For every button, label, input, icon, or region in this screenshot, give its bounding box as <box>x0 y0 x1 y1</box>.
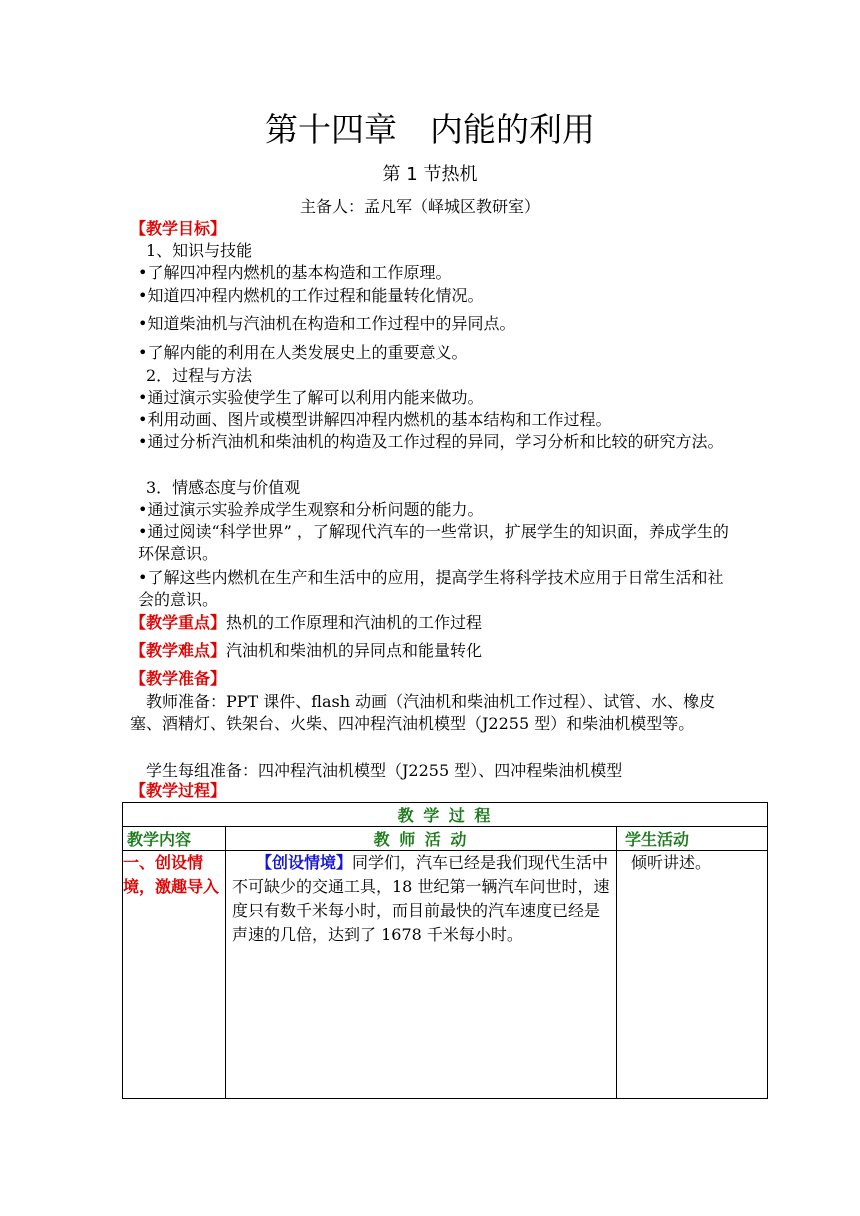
heading-process: 【教学过程】 <box>130 781 227 800</box>
goal-3-item: • 了解这些内燃机在生产和生活中的应用，提高学生将科学技术应用于日常生活和社会的意识。 <box>138 567 730 611</box>
heading-goals: 【教学目标】 <box>130 219 227 238</box>
heading-key-point: 【教学重点】 <box>130 613 227 632</box>
chapter-title: 第十四章 内能的利用 <box>265 110 595 149</box>
goal-2-item: • 利用动画、图片或模型讲解四冲程内燃机的基本结构和工作过程。 <box>138 409 738 431</box>
goal-3-title: 3．情感态度与价值观 <box>146 478 301 497</box>
process-table <box>122 802 768 1099</box>
table-row <box>123 851 768 1099</box>
goal-2-item: • 通过演示实验使学生了解可以利用内能来做功。 <box>138 387 738 409</box>
table-caption: 教 学 过 程 <box>123 803 768 827</box>
difficulty-line <box>130 640 730 662</box>
goal-2-item: • 通过分析汽油机和柴油机的构造及工作过程的异同，学习分析和比较的研究方法。 <box>138 431 730 453</box>
goal-1-item: • 了解内能的利用在人类发展史上的重要意义。 <box>138 342 738 364</box>
goal-1-title: 1、知识与技能 <box>146 241 253 260</box>
scenario-tag: 【创设情境】 <box>256 853 353 872</box>
key-point-line <box>130 612 730 634</box>
goal-3-item: • 通过演示实验养成学生观察和分析问题的能力。 <box>138 499 738 521</box>
row-teacher-cell <box>226 851 617 1099</box>
heading-preparation: 【教学准备】 <box>130 669 227 688</box>
col-header-teacher: 教 师 活 动 <box>226 827 617 851</box>
col-header-student: 学生活动 <box>617 827 768 851</box>
difficulty-text: 汽油机和柴油机的异同点和能量转化 <box>226 641 483 660</box>
goal-2-title: 2．过程与方法 <box>146 366 253 385</box>
student-preparation: 学生每组准备：四冲程汽油机模型（J2255 型）、四冲程柴油机模型 <box>146 761 623 780</box>
key-point-text: 热机的工作原理和汽油机的工作过程 <box>226 613 483 632</box>
goal-1-item: • 知道柴油机与汽油机在构造和工作过程中的异同点。 <box>138 313 738 335</box>
section-subtitle: 第 1 节热机 <box>382 164 478 185</box>
heading-difficulty: 【教学难点】 <box>130 641 227 660</box>
teacher-preparation: 教师准备：PPT 课件、flash 动画（汽油机和柴油机工作过程）、试管、水、橡皮塞、酒精灯、铁架台、火柴、四冲程汽油机模型（J2255 型）和柴油机模型等。 <box>130 692 716 733</box>
goal-3-item: • 通过阅读“科学世界” ，了解现代汽车的一些常识，扩展学生的知识面，养成学生的环保意识。 <box>138 521 730 565</box>
row-content-cell: 一、创设情境，激趣导入 <box>123 851 226 1099</box>
teacher-activity-text: 同学们，汽车已经是我们现代生活中不可缺少的交通工具，18 世纪第一辆汽车问世时，速度只有数千米每小时，而目前最快的汽车速度已经是声速的几倍，达到了 1678 千米每小时。 <box>232 853 610 944</box>
row-student-cell: 倾听讲述。 <box>617 851 768 1099</box>
goal-1-item: • 了解四冲程内燃机的基本构造和工作原理。 <box>138 262 738 284</box>
goal-1-item: • 知道四冲程内燃机的工作过程和能量转化情况。 <box>138 285 738 307</box>
col-header-content: 教学内容 <box>123 827 226 851</box>
author-line: 主备人：孟凡军（峄城区教研室） <box>300 197 541 216</box>
